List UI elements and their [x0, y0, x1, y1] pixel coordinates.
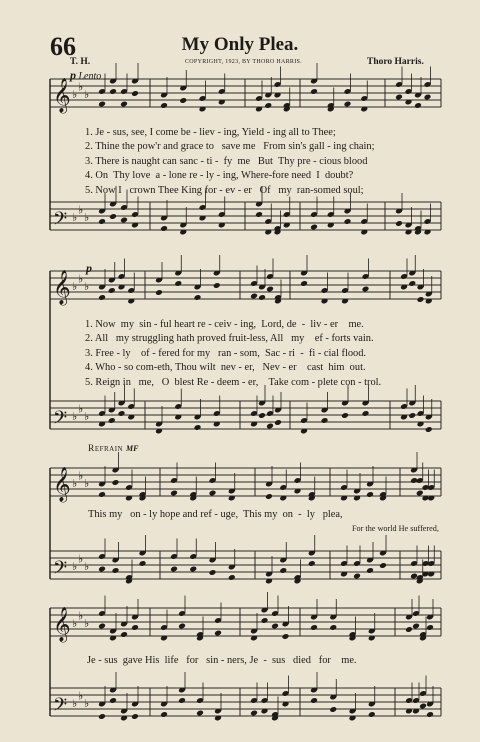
- staff: [50, 271, 441, 299]
- note-head: [416, 490, 424, 497]
- refrain-label: [88, 442, 138, 454]
- verse-line: 3. There is naught can sanc - ti - fy me But Thy pre - cious blood: [85, 155, 368, 167]
- note-head: [178, 697, 186, 704]
- note-head: [258, 294, 266, 301]
- note-head: [131, 624, 139, 631]
- note-head: [424, 94, 432, 101]
- note-head: [98, 101, 106, 108]
- flat-icon: ♭: [72, 697, 78, 711]
- flat-icon: ♭: [78, 203, 84, 217]
- note-head: [98, 294, 106, 301]
- note-head: [395, 94, 403, 101]
- note-head: [228, 574, 236, 581]
- flat-icon: ♭: [72, 88, 78, 102]
- flat-icon: ♭: [78, 469, 84, 483]
- hymn-title: My Only Plea.: [181, 34, 299, 55]
- staff: [50, 468, 441, 496]
- bass-clef-icon: 𝄢: [53, 209, 68, 234]
- note-head: [250, 293, 258, 300]
- note-head: [362, 286, 370, 293]
- note-head: [329, 624, 337, 631]
- flat-icon: ♭: [84, 88, 90, 102]
- note-head: [414, 102, 422, 109]
- verse-line: 4. On Thy love a - lone re - ly - ing, Where-fore need I doubt?: [85, 170, 354, 182]
- note-head: [160, 711, 168, 718]
- note-head: [321, 417, 329, 424]
- verse-line: 4. Who - so com-eth, Thou wilt nev - er, Nev - er cast him out.: [85, 362, 366, 374]
- verse-line: 5. Reign in me, O blest Re - deem - er, Take com - plete con - trol.: [85, 376, 382, 388]
- note-head: [120, 101, 128, 108]
- flat-icon: ♭: [78, 609, 84, 623]
- note-head: [109, 697, 117, 704]
- flat-icon: ♭: [84, 280, 90, 294]
- bass-clef-icon: 𝄢: [53, 695, 68, 720]
- staff: [50, 401, 441, 429]
- staff: [50, 608, 441, 636]
- note-head: [194, 424, 202, 431]
- verse-line: 2. All my struggling hath proved fruit-less, All my ef - forts vain.: [85, 333, 374, 345]
- note-head: [178, 623, 186, 630]
- note-head: [118, 410, 126, 417]
- note-head: [310, 624, 318, 631]
- note-head: [108, 287, 116, 294]
- note-head: [412, 623, 420, 630]
- verse-line: 5. Now I crown Thee King for - ev - er Of my ran-somed soul;: [85, 184, 364, 196]
- refrain-dynamic: mf: [126, 442, 139, 454]
- treble-clef-icon: 𝄞: [53, 78, 71, 113]
- note-head: [261, 617, 269, 624]
- note-head: [379, 562, 387, 569]
- note-head: [189, 566, 197, 573]
- bass-clef-icon: 𝄢: [53, 558, 68, 583]
- note-head: [109, 88, 117, 95]
- note-head: [255, 211, 263, 218]
- note-head: [274, 419, 282, 426]
- bass-cue-lyric: For the world He suffered,: [352, 524, 439, 533]
- note-head: [174, 280, 182, 287]
- note-head: [98, 713, 106, 720]
- note-head: [160, 225, 168, 232]
- note-head: [310, 697, 318, 704]
- note-head: [98, 566, 106, 573]
- verse-line: 1. Je - sus, see, I come be - liev - ing, Yield - ing all to Thee;: [85, 127, 336, 138]
- note-head: [250, 710, 258, 717]
- note-head: [266, 423, 274, 430]
- treble-clef-icon: 𝄞: [53, 270, 71, 305]
- note-head: [131, 713, 139, 720]
- note-head: [419, 703, 427, 710]
- flat-icon: ♭: [78, 552, 84, 566]
- note-head: [170, 566, 178, 573]
- note-head: [112, 567, 120, 574]
- flat-icon: ♭: [84, 477, 90, 491]
- hymn-number: 66: [50, 32, 76, 61]
- note-head: [426, 711, 434, 718]
- note-head: [155, 289, 163, 296]
- composer-name: Thoro Harris.: [367, 57, 424, 67]
- note-head: [366, 491, 374, 498]
- note-head: [329, 706, 337, 713]
- verse-line: 1. Now my sin - ful heart re - ceiv - ing, Lord, de - liv - er me.: [85, 319, 364, 330]
- note-head: [98, 218, 106, 225]
- note-head: [258, 412, 266, 419]
- note-head: [160, 102, 168, 109]
- note-head: [344, 101, 352, 108]
- note-head: [341, 412, 349, 419]
- flat-icon: ♭: [78, 80, 84, 94]
- note-head: [395, 220, 403, 227]
- staff: [50, 688, 441, 716]
- note-head: [366, 567, 374, 574]
- note-head: [209, 569, 217, 576]
- flat-icon: ♭: [72, 477, 78, 491]
- note-head: [194, 294, 202, 301]
- note-head: [109, 213, 117, 220]
- note-head: [214, 630, 222, 637]
- note-head: [108, 417, 116, 424]
- dynamic-marking: p: [86, 261, 92, 275]
- note-head: [266, 286, 274, 293]
- note-head: [425, 426, 433, 433]
- refrain-title: Refrain: [88, 444, 124, 454]
- verses-part-one: [85, 126, 375, 198]
- note-head: [213, 282, 221, 289]
- note-head: [98, 491, 106, 498]
- flat-icon: ♭: [72, 280, 78, 294]
- flat-icon: ♭: [84, 560, 90, 574]
- verse-line: 3. Free - ly of - fered for my ran - som, Sac - ri - fi - cial flood.: [85, 347, 367, 359]
- flat-icon: ♭: [72, 410, 78, 424]
- note-head: [209, 490, 217, 497]
- note-head: [120, 217, 128, 224]
- copyright-notice: COPYRIGHT, 1923, BY THORO HARRIS.: [185, 59, 302, 65]
- note-head: [265, 493, 273, 500]
- treble-clef-icon: 𝄞: [53, 607, 71, 642]
- note-head: [120, 631, 128, 638]
- note-head: [310, 88, 318, 95]
- note-head: [362, 410, 370, 417]
- flat-icon: ♭: [84, 410, 90, 424]
- note-head: [310, 224, 318, 231]
- note-head: [98, 623, 106, 630]
- flat-icon: ♭: [72, 211, 78, 225]
- refrain-lyrics-line: This my on - ly hope and ref - uge, This my on - ly plea,: [88, 509, 343, 520]
- flat-icon: ♭: [78, 689, 84, 703]
- flat-icon: ♭: [84, 211, 90, 225]
- flat-icon: ♭: [78, 272, 84, 286]
- note-head: [282, 633, 290, 640]
- note-head: [196, 710, 204, 717]
- note-head: [408, 412, 416, 419]
- note-head: [112, 479, 120, 486]
- note-head: [368, 711, 376, 718]
- flat-icon: ♭: [72, 617, 78, 631]
- lyricist-initials: T. H.: [70, 57, 91, 67]
- note-head: [408, 280, 416, 287]
- verse-line: 2. Thine the pow'r and grace to save me From sin's gall - ing chain;: [85, 141, 375, 153]
- note-head: [264, 102, 272, 109]
- note-head: [279, 567, 287, 574]
- refrain-lyrics-line: Je - sus gave His life for sin - ners, Je - sus died for me.: [87, 655, 357, 666]
- note-head: [353, 573, 361, 580]
- note-head: [179, 97, 187, 104]
- note-head: [417, 296, 425, 303]
- flat-icon: ♭: [78, 402, 84, 416]
- flat-icon: ♭: [84, 697, 90, 711]
- note-head: [405, 626, 413, 633]
- tempo-text: Lento: [78, 71, 102, 82]
- dynamic-marking: p: [70, 68, 76, 82]
- verses-part-two: [85, 318, 381, 390]
- flat-icon: ♭: [72, 560, 78, 574]
- note-head: [344, 218, 352, 225]
- flat-icon: ♭: [84, 617, 90, 631]
- note-head: [426, 624, 434, 631]
- note-head: [308, 560, 316, 567]
- treble-clef-icon: 𝄞: [53, 467, 71, 502]
- note-head: [131, 90, 139, 97]
- bass-clef-icon: 𝄢: [53, 408, 68, 433]
- note-head: [170, 490, 178, 497]
- note-head: [139, 560, 147, 567]
- note-head: [300, 280, 308, 287]
- note-head: [271, 623, 279, 630]
